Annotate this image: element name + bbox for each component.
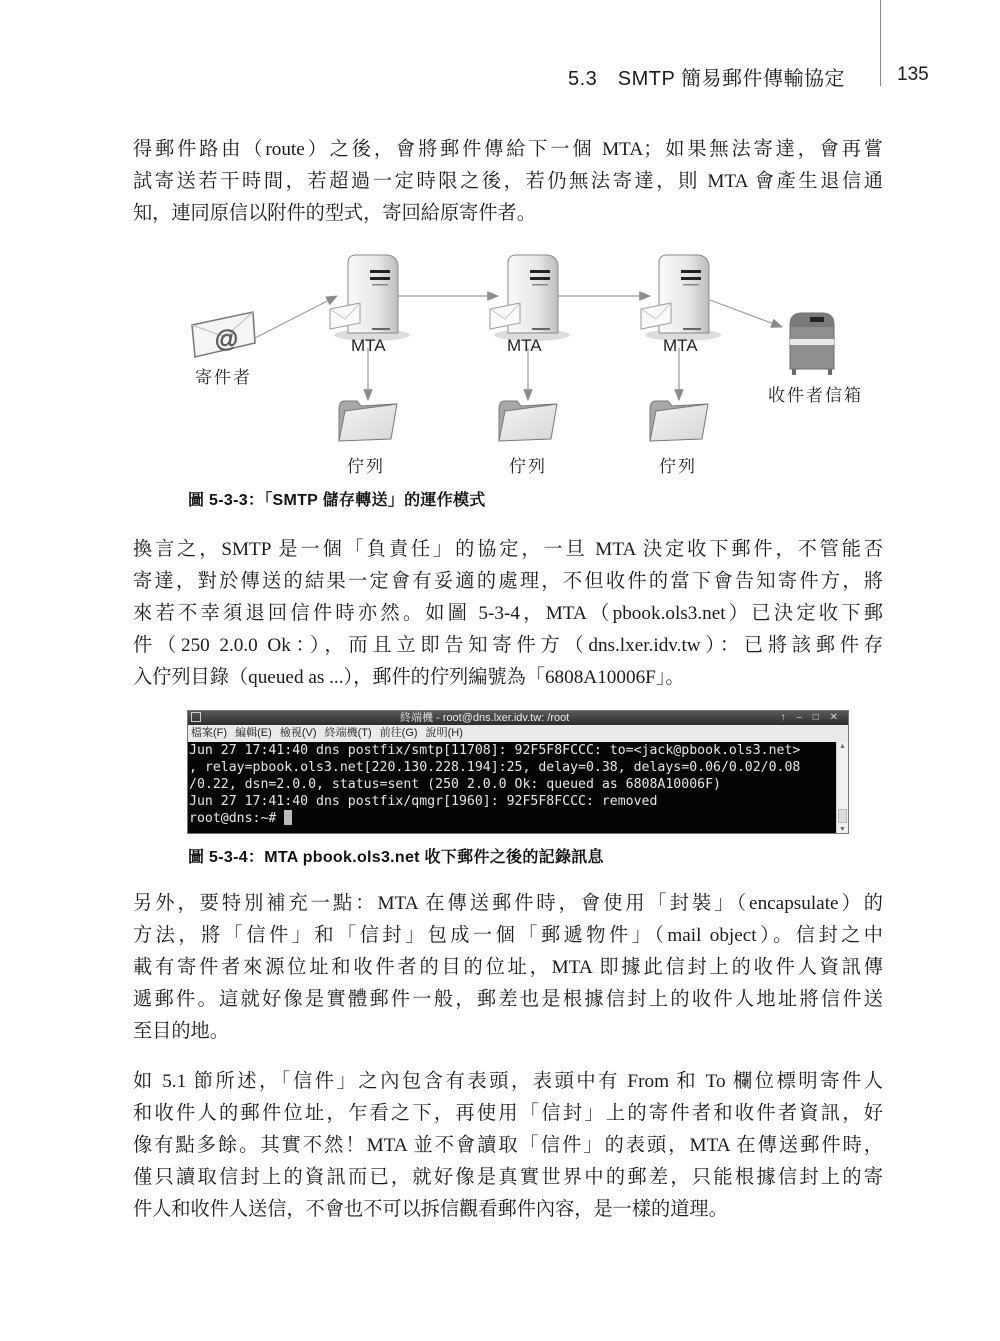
text-line: 知，連同原信以附件的型式，寄回給原寄件者。	[133, 203, 536, 224]
figure-caption: 圖 5-3-3：「SMTP 儲存轉送」的運作模式	[188, 492, 486, 509]
terminal-titlebar	[188, 711, 848, 725]
terminal-menubar	[188, 725, 848, 742]
text-line: 入佇列目錄（queued as ...），郵件的佇列編號為「6808A10006F」。	[133, 667, 685, 688]
mta-label: MTA	[663, 336, 698, 355]
prompt-line	[188, 810, 836, 827]
cursor	[284, 810, 292, 825]
paragraph-4	[133, 1066, 883, 1226]
text-line: 方法，將「信件」和「信封」包成一個「郵遞物件」（mail object）。信封之中	[133, 925, 883, 946]
paragraph-2	[133, 534, 883, 694]
text-line: 換言之，SMTP 是一個「負責任」的協定，一旦 MTA 決定收下郵件，不管能否	[133, 539, 883, 560]
running-header-title: 5.3 SMTP 簡易郵件傳輸協定	[568, 68, 846, 90]
menu-file[interactable]: 檔案(F)	[191, 727, 228, 739]
queue-label: 佇列	[509, 457, 547, 476]
mta-label: MTA	[351, 336, 386, 355]
text-line: 件（250 2.0.0 Ok：），而且立即告知寄件方（dns.lxer.idv.tw）：已將該郵件存	[133, 635, 883, 656]
text-line: 至目的地。	[133, 1021, 229, 1042]
terminal-title: 終端機 - root@dns.lxer.idv.tw: /root	[400, 712, 570, 724]
sender-label: 寄件者	[195, 368, 252, 387]
server-icon	[641, 255, 721, 341]
text-line: 件人和收件人送信，不會也不可以拆信觀看郵件內容，是一樣的道理。	[133, 1199, 728, 1220]
text-line: 來若不幸須退回信件時亦然。如圖 5-3-4，MTA（pbook.ols3.net）已決定收下郵	[133, 603, 883, 624]
store-and-forward-diagram	[180, 245, 880, 480]
menu-terminal[interactable]: 終端機(T)	[324, 727, 372, 739]
text-line: 僅只讀取信封上的資訊而已，就好像是真實世界中的郵差，只能根據信封上的寄	[133, 1167, 883, 1188]
menu-edit[interactable]: 編輯(E)	[235, 727, 272, 739]
log-line: , relay=pbook.ols3.net[220.130.228.194]:25, delay=0.38, delays=0.06/0.02/0.08	[189, 760, 801, 775]
server-icon	[490, 255, 570, 341]
server-icon	[330, 255, 410, 341]
log-line: /0.22, dsn=2.0.0, status=sent (250 2.0.0 Ok: queued as 6808A10006F)	[189, 777, 721, 792]
mailbox-icon	[790, 313, 834, 375]
text-line: 試寄送若干時間，若超過一定時限之後，若仍無法寄達，則 MTA 會產生退信通	[133, 171, 883, 192]
page-number: 135	[897, 64, 929, 85]
scroll-thumb[interactable]	[838, 809, 847, 823]
folder-icon	[499, 401, 557, 441]
menu-view[interactable]: 檢視(V)	[279, 727, 317, 739]
menu-go[interactable]: 前往(G)	[379, 727, 418, 739]
header-divider	[880, 0, 881, 86]
figure-caption: 圖 5-3-4：MTA pbook.ols3.net 收下郵件之後的記錄訊息	[188, 849, 604, 866]
text-line: 寄達，對於傳送的結果一定會有妥適的處理，不但收件的當下會告知寄件方，將	[133, 571, 883, 592]
folder-icon	[650, 401, 708, 441]
envelope-at-icon	[192, 312, 255, 357]
terminal-scrollbar[interactable]	[836, 742, 848, 833]
svg-text:@: @	[214, 326, 239, 353]
queue-label: 佇列	[347, 457, 385, 476]
text-line: 和收件人的郵件位址，乍看之下，再使用「信封」上的寄件者和收件者資訊，好	[133, 1103, 883, 1124]
arrow-sender-to-mta1	[255, 296, 337, 338]
arrow-mta3-to-mailbox	[710, 300, 782, 327]
paragraph-3	[133, 888, 883, 1048]
text-line: 得郵件路由（route）之後，會將郵件傳給下一個 MTA；如果無法寄達，會再嘗	[133, 139, 883, 160]
recipient-mailbox-label: 收件者信箱	[768, 386, 863, 405]
text-line: 另外，要特別補充一點：MTA 在傳送郵件時，會使用「封裝」（encapsulate）的	[133, 893, 883, 914]
folder-icon	[339, 401, 397, 441]
shell-prompt: root@dns:~#	[189, 811, 285, 826]
paragraph-1	[133, 134, 883, 230]
terminal-window	[187, 710, 849, 834]
mta-label: MTA	[507, 336, 542, 355]
log-line: Jun 27 17:41:40 dns postfix/qmgr[1960]: 92F5F8FCCC: removed	[189, 794, 658, 809]
queue-label: 佇列	[659, 457, 697, 476]
text-line: 如 5.1 節所述，「信件」之內包含有表頭，表頭中有 From 和 To 欄位標明寄件人	[133, 1071, 883, 1092]
scroll-up-icon[interactable]: ▲	[839, 742, 846, 750]
terminal-output[interactable]	[188, 742, 836, 833]
text-line: 載有寄件者來源位址和收件者的目的位址，MTA 即據此信封上的收件人資訊傳	[133, 957, 883, 978]
window-menu-icon[interactable]	[191, 712, 201, 722]
menu-help[interactable]: 說明(H)	[425, 727, 463, 739]
text-line: 遞郵件。這就好像是實體郵件一般，郵差也是根據信封上的收件人地址將信件送	[133, 989, 883, 1010]
scroll-down-icon[interactable]: ▼	[839, 825, 846, 833]
window-controls[interactable]: ↑ – □ ✕	[780, 712, 842, 723]
text-line: 像有點多餘。其實不然！MTA 並不會讀取「信件」的表頭，MTA 在傳送郵件時，	[133, 1135, 883, 1156]
log-line: Jun 27 17:41:40 dns postfix/smtp[11708]: 92F5F8FCCC: to=<jack@pbook.ols3.net>	[189, 743, 801, 758]
